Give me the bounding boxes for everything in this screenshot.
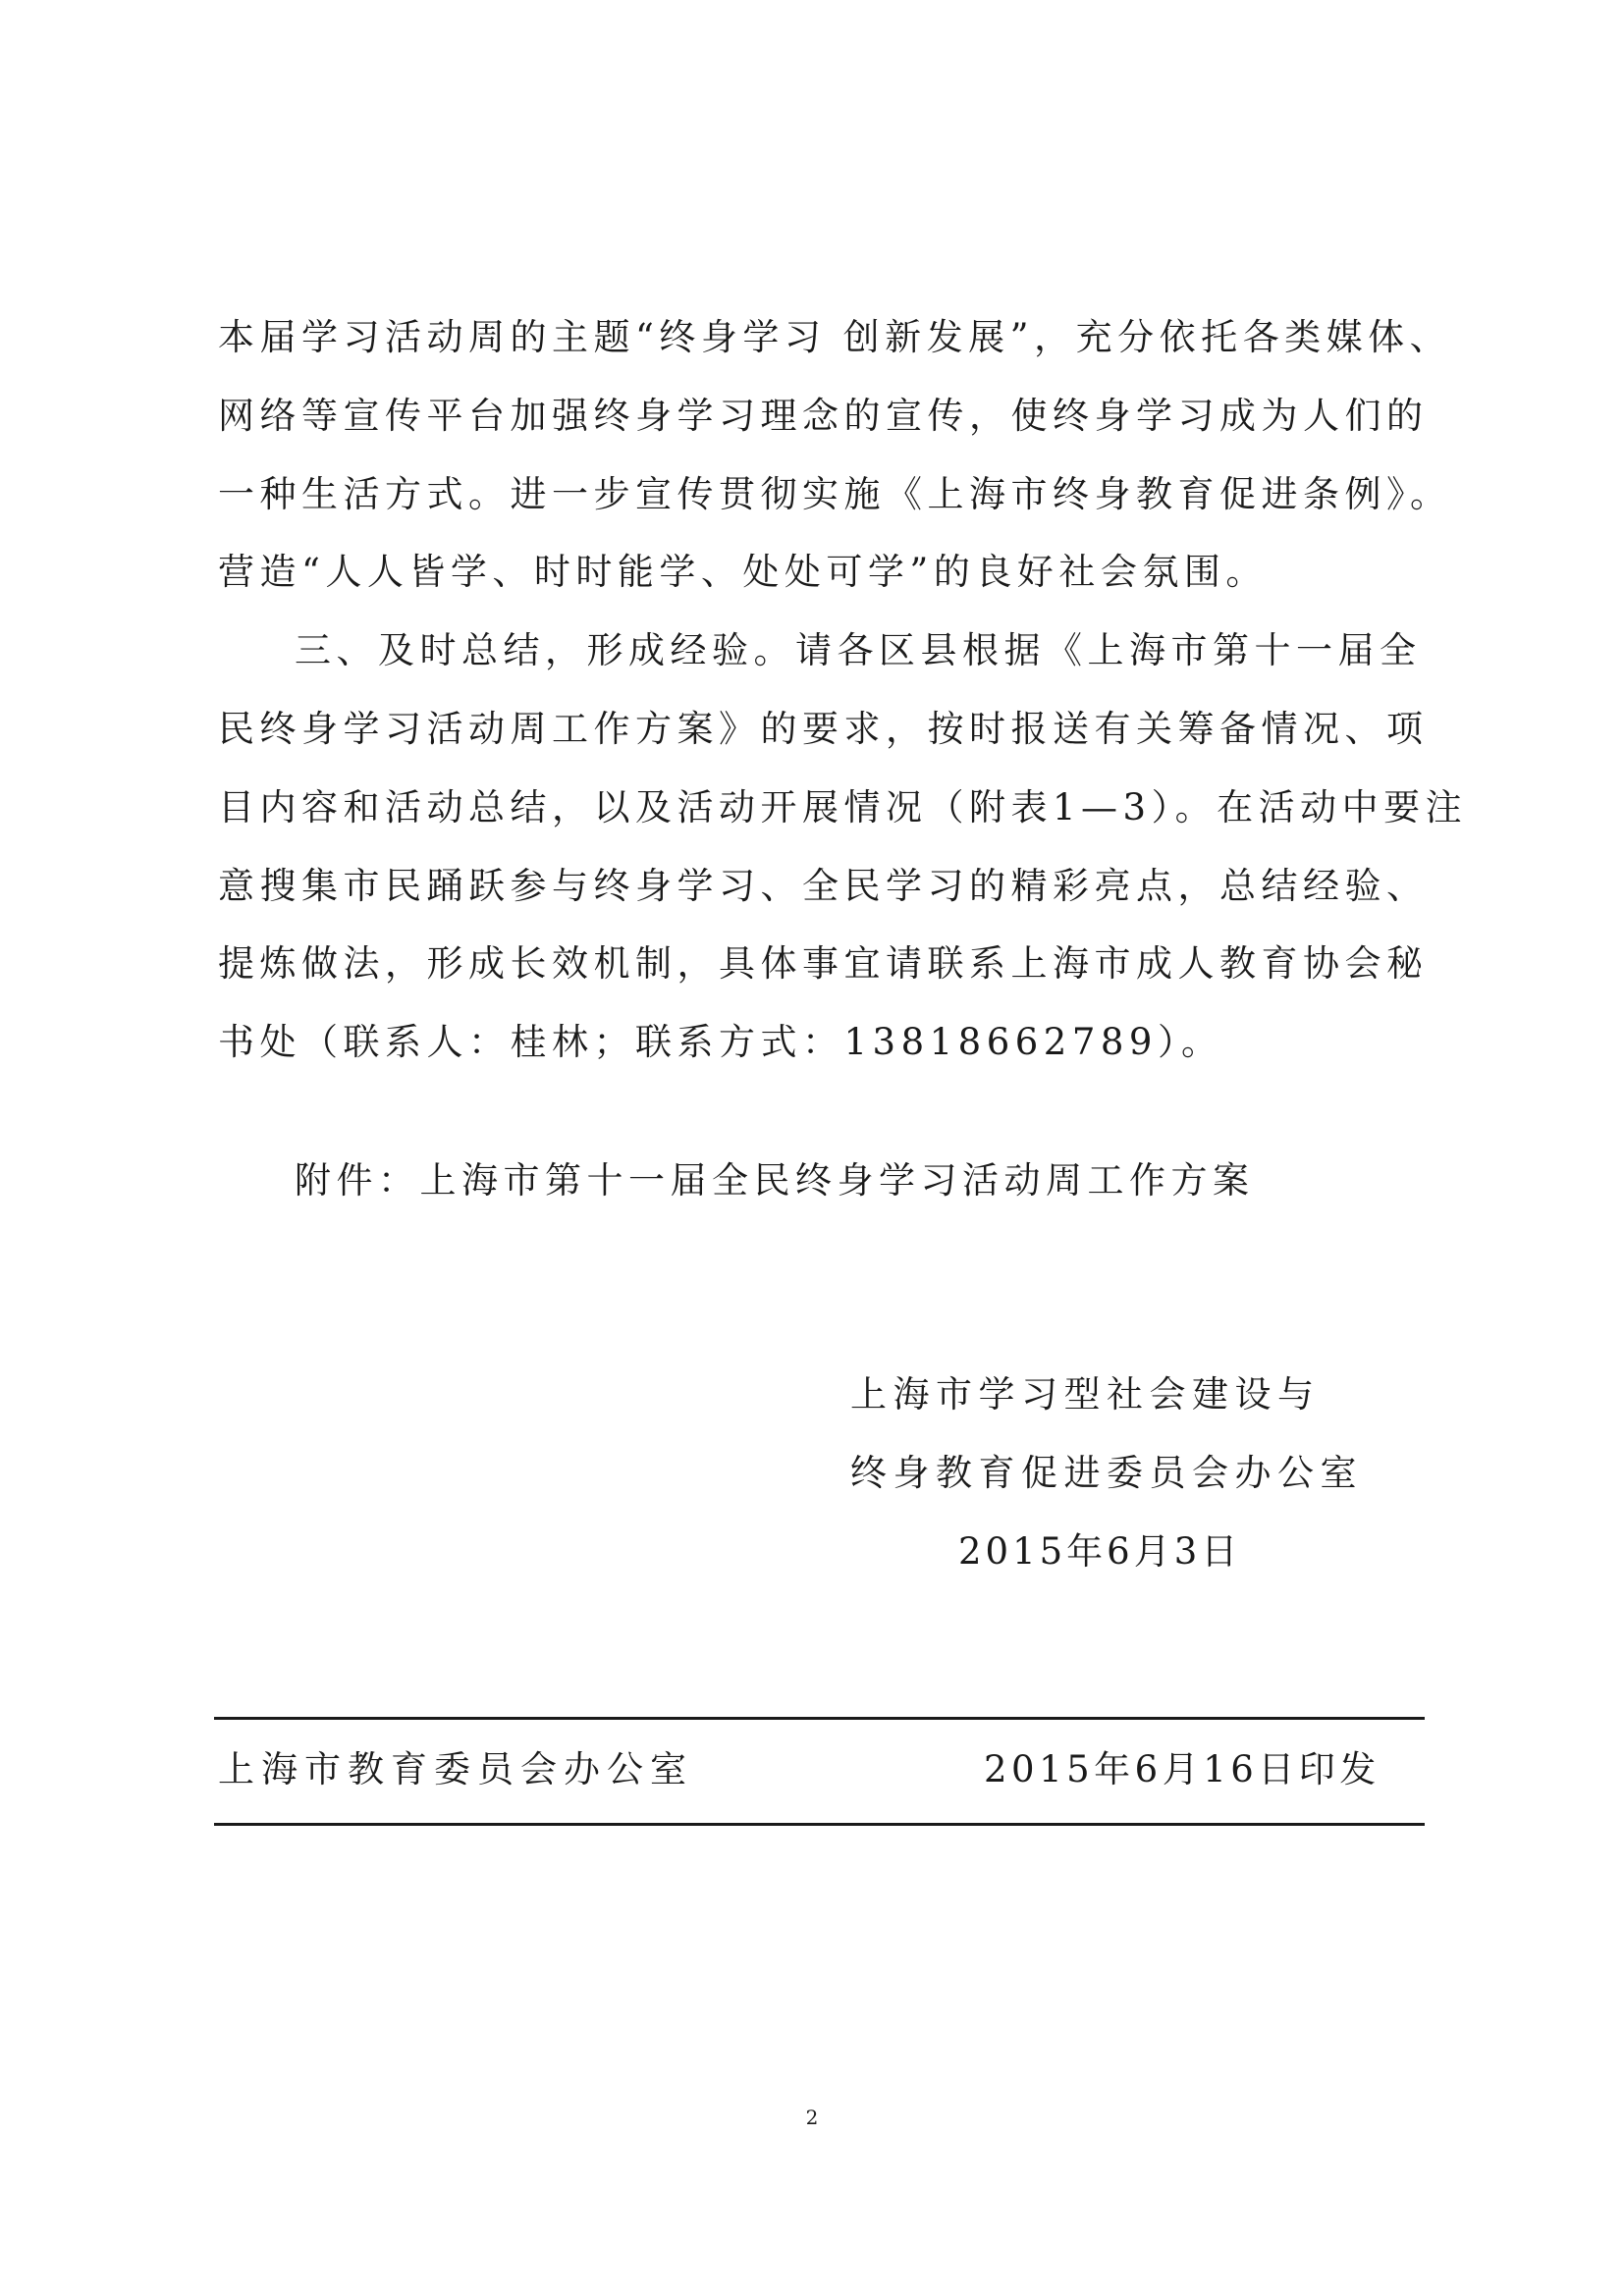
body-line-8: 意搜集市民踊跃参与终身学习、全民学习的精彩亮点，总结经验、 <box>218 865 1429 907</box>
body-line-3: 一种生活方式。进一步宣传贯彻实施《上海市终身教育促进条例》。 <box>218 473 1452 515</box>
footer-divider-bottom <box>214 1823 1425 1826</box>
body-line-1: 本届学习活动周的主题“终身学习 创新发展”，充分依托各类媒体、 <box>218 316 1452 358</box>
body-line-9: 提炼做法，形成长效机制，具体事宜请联系上海市成人教育协会秘 <box>218 942 1429 985</box>
attachment-note: 附件：上海市第十一届全民终身学习活动周工作方案 <box>295 1159 1255 1201</box>
footer-issuer: 上海市教育委员会办公室 <box>218 1748 693 1790</box>
signature-org-line-1: 上海市学习型社会建设与 <box>850 1373 1321 1415</box>
signature-date: 2015年6月3日 <box>958 1530 1242 1573</box>
body-line-4: 营造“人人皆学、时时能学、处处可学”的良好社会氛围。 <box>218 551 1268 593</box>
page-number: 2 <box>805 2106 819 2129</box>
body-line-6: 民终身学习活动周工作方案》的要求，按时报送有关筹备情况、项 <box>218 708 1429 750</box>
body-line-2: 网络等宣传平台加强终身学习理念的宣传，使终身学习成为人们的 <box>218 395 1429 437</box>
signature-org-line-2: 终身教育促进委员会办公室 <box>850 1452 1363 1494</box>
footer-divider-top <box>214 1717 1425 1720</box>
body-line-5: 三、及时总结，形成经验。请各区县根据《上海市第十一届全 <box>295 629 1422 671</box>
body-line-7: 目内容和活动总结，以及活动开展情况（附表1—3）。在活动中要注 <box>218 786 1468 828</box>
footer-issue-date: 2015年6月16日印发 <box>984 1748 1380 1790</box>
body-line-10: 书处（联系人：桂林；联系方式：13818662789）。 <box>218 1021 1223 1063</box>
